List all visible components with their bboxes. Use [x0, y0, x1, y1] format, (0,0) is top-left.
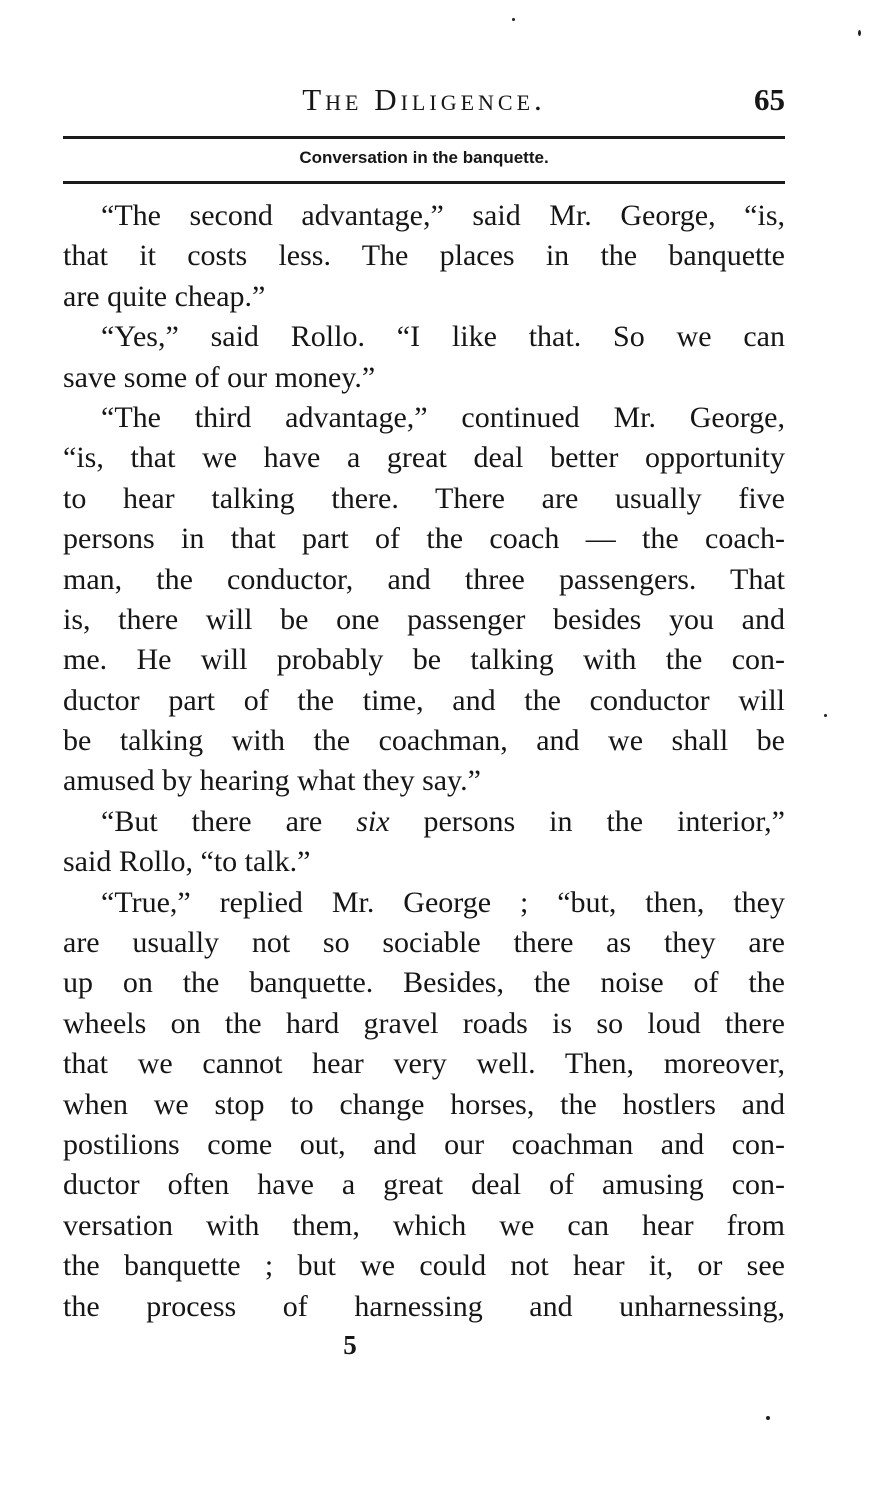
text-line: “Yes,” said Rollo. “I like that. So we can	[101, 320, 785, 354]
print-speck	[512, 18, 515, 21]
text-line: are quite cheap.”	[63, 279, 266, 313]
text-line: ductor part of the time, and the conductor will	[63, 683, 785, 717]
text-line: amused by hearing what they say.”	[63, 764, 481, 798]
signature-mark: 5	[343, 1330, 357, 1360]
text-line: “is, that we have a great deal better opportunity	[63, 441, 785, 475]
text-line: wheels on the hard gravel roads is so loud there	[63, 1006, 785, 1040]
text-line: “True,” replied Mr. George ; “but, then, they	[101, 885, 785, 919]
print-speck	[766, 1416, 770, 1420]
text-line: that we cannot hear very well. Then, moreover,	[63, 1047, 785, 1081]
text-line: me. He will probably be talking with the con-	[63, 643, 785, 677]
text-line: “But there are six persons in the interior,”	[101, 804, 785, 838]
book-page	[63, 0, 785, 1492]
text-line: save some of our money.”	[63, 360, 376, 394]
text-line: to hear talking there. There are usually five	[63, 481, 785, 515]
text-line: the banquette ; but we could not hear it, or see	[63, 1249, 785, 1283]
text-line: postilions come out, and our coachman and con-	[63, 1127, 785, 1161]
emphasized-word: six	[356, 804, 390, 838]
text-line: persons in that part of the coach — the coach-	[63, 522, 785, 556]
header-rule-bottom	[63, 181, 785, 184]
running-title: The Diligence.	[302, 82, 546, 117]
text-line: man, the conductor, and three passengers. That	[63, 562, 785, 596]
text-line: said Rollo, “to talk.”	[63, 845, 311, 879]
print-speck	[858, 30, 861, 36]
text-line: that it costs less. The places in the banquette	[63, 239, 785, 273]
text-line: be talking with the coachman, and we shall be	[63, 724, 785, 758]
text-line: ductor often have a great deal of amusing con-	[63, 1168, 785, 1202]
text-line: up on the banquette. Besides, the noise of the	[63, 966, 785, 1000]
print-speck	[824, 714, 827, 717]
text-line: “The second advantage,” said Mr. George, “is,	[101, 199, 785, 232]
text-line: when we stop to change horses, the hostlers and	[63, 1087, 785, 1121]
text-line: versation with them, which we can hear from	[63, 1208, 785, 1242]
header-rule-top	[63, 136, 785, 139]
text-line: “The third advantage,” continued Mr. George,	[101, 400, 785, 434]
body-text	[63, 196, 785, 1327]
text-line: is, there will be one passenger besides you and	[63, 602, 785, 636]
text-line: the process of harnessing and unharnessing,	[63, 1289, 785, 1323]
running-head	[63, 82, 785, 126]
section-subheading: Conversation in the banquette.	[299, 148, 549, 167]
text-line: are usually not so sociable there as they are	[63, 926, 785, 960]
page-number: 65	[754, 82, 785, 117]
